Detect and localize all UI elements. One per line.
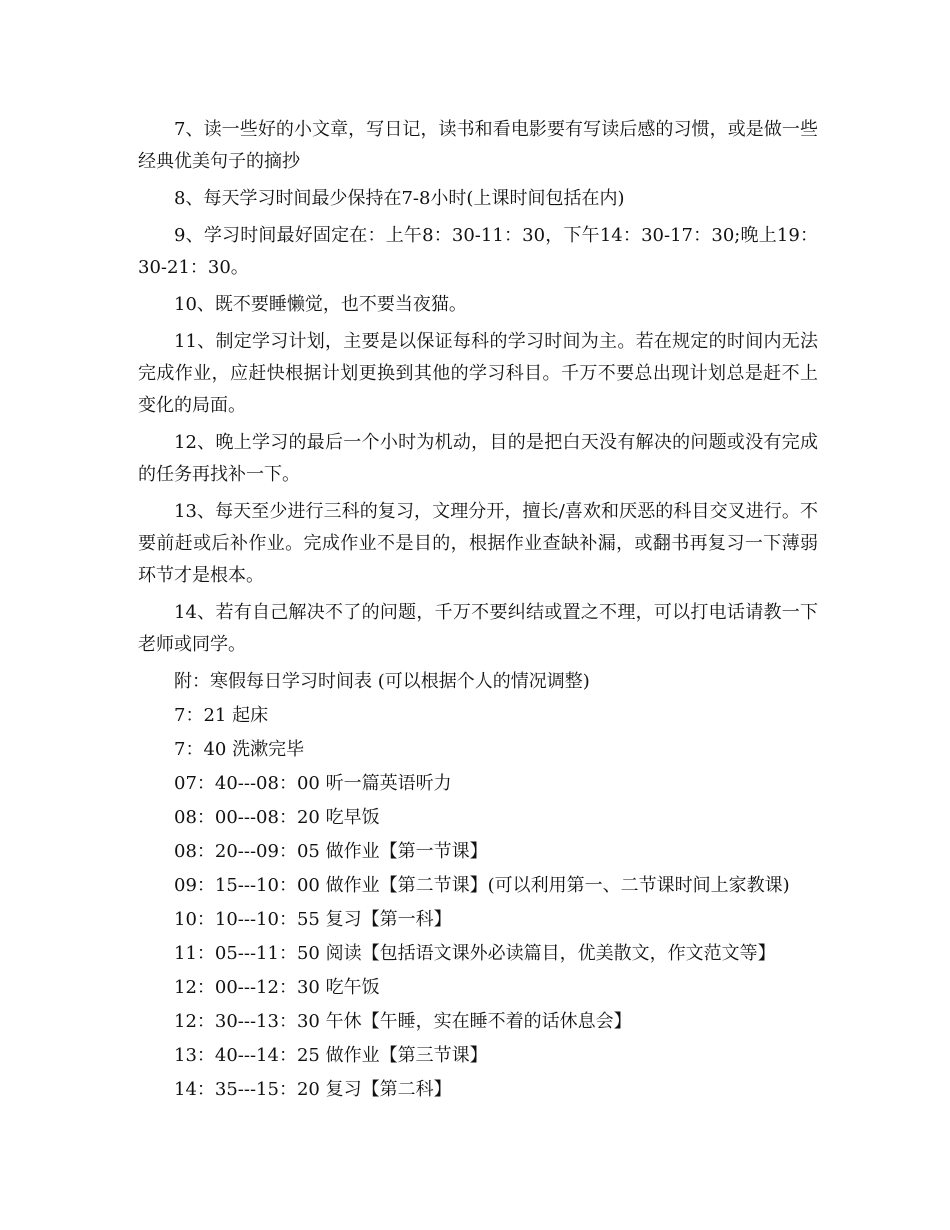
paragraph-10: 10、既不要睡懒觉，也不要当夜猫。 [174, 294, 467, 315]
schedule-item: 10：10---10：55 复习【第一科】 [174, 909, 452, 930]
schedule-item: 13：40---14：25 做作业【第三节课】 [174, 1045, 488, 1066]
paragraph-12: 12、晚上学习的最后一个小时为机动，目的是把白天没有解决的问题或没有完成的任务再找补一下。 [138, 432, 818, 485]
document-body [138, 114, 818, 1108]
paragraph-7: 7、读一些好的小文章，写日记，读书和看电影要有写读后感的习惯，或是做一些经典优美句子的摘抄 [138, 119, 818, 172]
paragraph-9: 9、学习时间最好固定在：上午8：30-11：30，下午14：30-17：30;晚上19：30-21：30。 [138, 225, 818, 278]
schedule-item: 11：05---11：50 阅读【包括语文课外必读篇目，优美散文，作文范文等】 [174, 943, 776, 964]
schedule-item: 08：00---08：20 吃早饭 [174, 807, 380, 828]
paragraph-14: 14、若有自己解决不了的问题，千万不要纠结或置之不理，可以打电话请教一下老师或同学。 [138, 602, 818, 655]
schedule-item: 08：20---09：05 做作业【第一节课】 [174, 841, 488, 862]
schedule-title: 附：寒假每日学习时间表 (可以根据个人的情况调整) [174, 671, 590, 692]
paragraph-8: 8、每天学习时间最少保持在7-8小时(上课时间包括在内) [174, 188, 625, 209]
schedule-item: 09：15---10：00 做作业【第二节课】(可以利用第一、二节课时间上家教课) [174, 875, 790, 896]
schedule-item: 7：40 洗漱完毕 [174, 739, 305, 760]
schedule-item: 14：35---15：20 复习【第二科】 [174, 1079, 452, 1100]
paragraph-13: 13、每天至少进行三科的复习，文理分开，擅长/喜欢和厌恶的科目交叉进行。不要前赶或后补作业。完成作业不是目的，根据作业查缺补漏，或翻书再复习一下薄弱环节才是根本。 [138, 501, 818, 586]
schedule-item: 07：40---08：00 听一篇英语听力 [174, 773, 452, 794]
schedule-item: 7：21 起床 [174, 705, 269, 726]
paragraph-11: 11、制定学习计划，主要是以保证每科的学习时间为主。若在规定的时间内无法完成作业，应赶快根据计划更换到其他的学习科目。千万不要总出现计划总是赶不上变化的局面。 [138, 331, 818, 416]
schedule-item: 12：30---13：30 午休【午睡，实在睡不着的话休息会】 [174, 1011, 632, 1032]
schedule-item: 12：00---12：30 吃午饭 [174, 977, 380, 998]
